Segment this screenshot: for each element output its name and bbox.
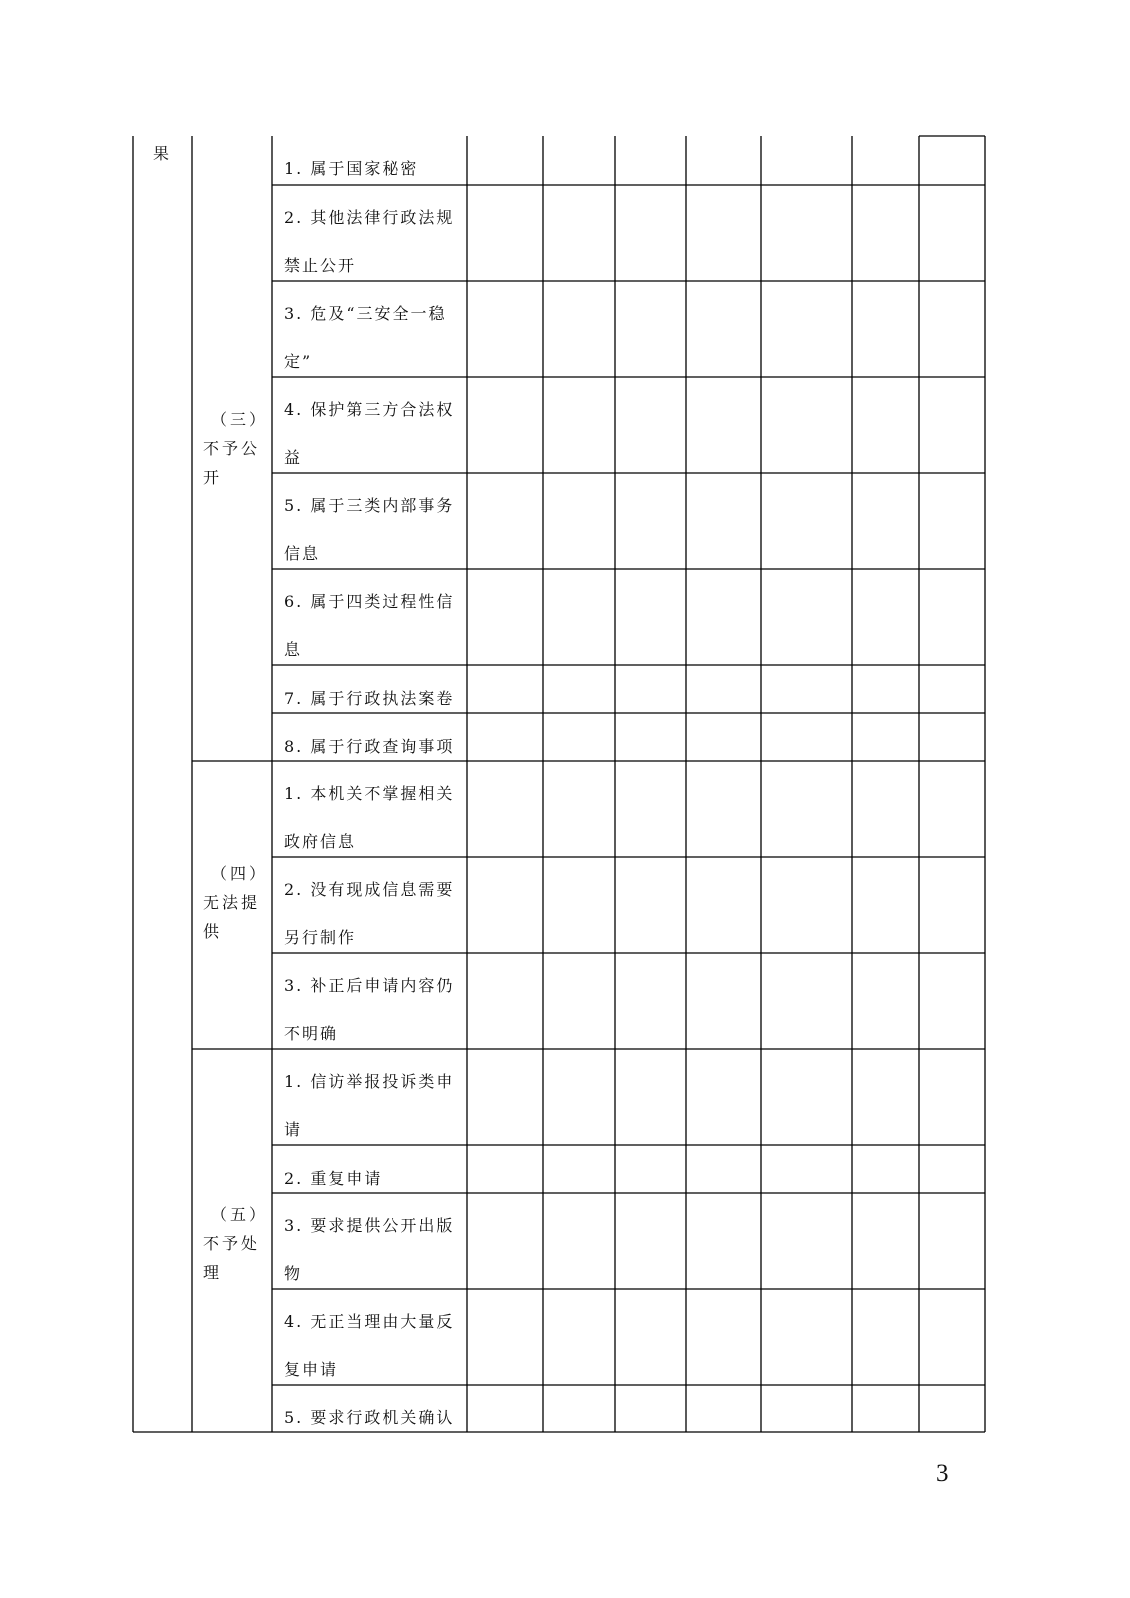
item-label: 4. 无正当理由大量反 (284, 1312, 455, 1331)
item-label-cont: 另行制作 (284, 928, 357, 947)
item-label-cont: 益 (284, 448, 303, 467)
group-title-line: 无法提 (203, 893, 261, 912)
group-number: （三） (211, 410, 269, 429)
item-label: 2. 重复申请 (284, 1169, 383, 1188)
item-label-cont: 息 (284, 640, 303, 659)
item-label-cont: 请 (284, 1120, 303, 1139)
item-label: 1. 本机关不掌握相关 (284, 784, 455, 803)
item-label: 2. 没有现成信息需要 (284, 880, 455, 899)
group-title-line: 供 (203, 922, 223, 941)
item-label-cont: 复申请 (284, 1360, 339, 1379)
item-label: 4. 保护第三方合法权 (284, 400, 455, 419)
item-label: 1. 信访举报投诉类申 (284, 1072, 455, 1091)
item-label: 2. 其他法律行政法规 (284, 208, 455, 227)
group-label-not-disclosed (203, 405, 271, 492)
item-label-cont: 不明确 (284, 1024, 339, 1043)
item-label-cont: 定” (284, 352, 313, 371)
item-label: 5. 属于三类内部事务 (284, 496, 455, 515)
item-label-cont: 信息 (284, 544, 321, 563)
item-label: 5. 要求行政机关确认 (284, 1408, 455, 1427)
item-label: 3. 补正后申请内容仍 (284, 976, 455, 995)
group-title-line: 不予处 (203, 1234, 261, 1253)
item-label-cont: 政府信息 (284, 832, 357, 851)
category-label-fragment: 果 (153, 144, 172, 163)
page-number: 3 (936, 1460, 949, 1487)
item-label-cont: 禁止公开 (284, 256, 357, 275)
item-label: 8. 属于行政查询事项 (284, 737, 455, 756)
item-label: 7. 属于行政执法案卷 (284, 689, 455, 708)
group-number: （五） (211, 1205, 269, 1224)
group-title-line: 不予公 (203, 439, 261, 458)
group-title-line: 开 (203, 468, 223, 487)
group-label-cannot-provide (203, 859, 271, 946)
item-label-cont: 物 (284, 1264, 303, 1283)
group-number: （四） (211, 864, 269, 883)
item-label: 3. 危及“三安全一稳 (284, 304, 447, 323)
group-label-not-processed (203, 1200, 271, 1287)
group-title-line: 理 (203, 1263, 223, 1282)
item-label: 1. 属于国家秘密 (284, 159, 419, 178)
item-label: 6. 属于四类过程性信 (284, 592, 455, 611)
item-label: 3. 要求提供公开出版 (284, 1216, 455, 1235)
